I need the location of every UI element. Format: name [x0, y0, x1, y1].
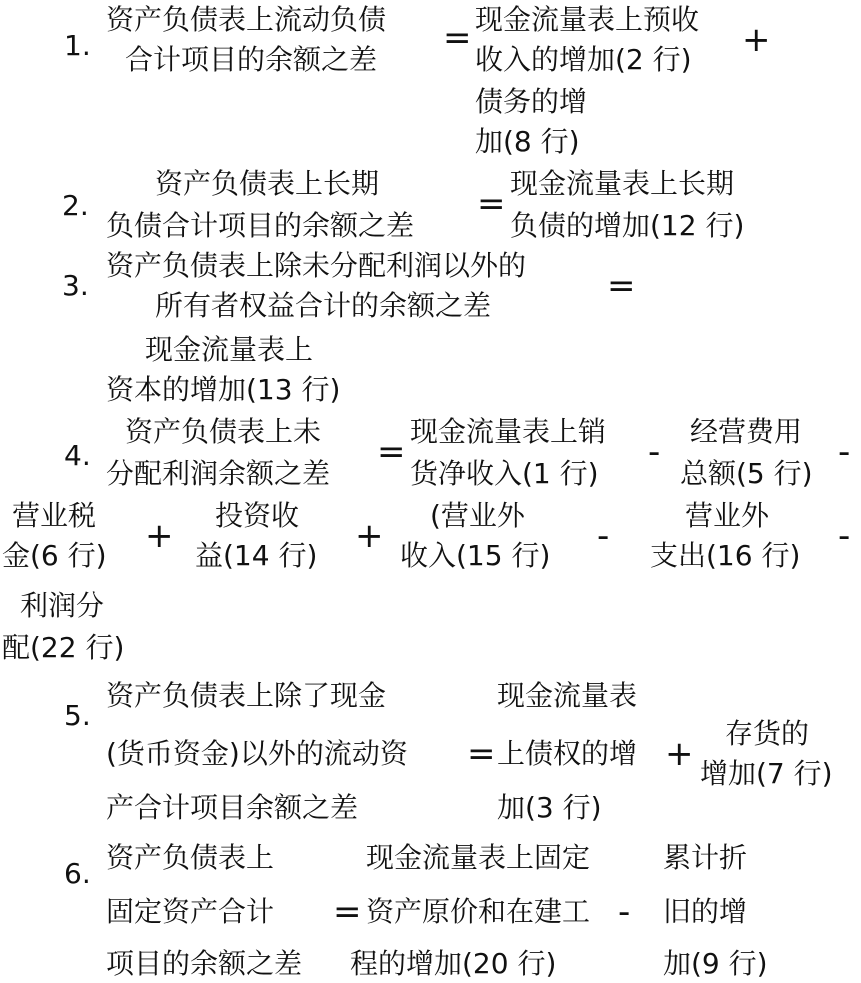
item-4-term-6-line-1: 营业外: [685, 499, 770, 532]
item-5-left-line-3: 产合计项目余额之差: [106, 791, 359, 824]
item-1-right-line-1: 现金流量表上预收: [475, 3, 700, 36]
item-4-term-7-line-1: 利润分: [20, 589, 105, 622]
item-1-left-line-1: 资产负债表上流动负债: [106, 3, 387, 36]
item-3-right-line-2: 资本的增加(13 行): [106, 373, 341, 406]
item-1-equals: =: [443, 18, 472, 58]
item-5-right-line-3: 加(3 行): [497, 791, 602, 824]
item-1-plus: +: [742, 20, 771, 60]
item-4-minus-4: -: [838, 516, 851, 556]
item-4-equals: =: [377, 432, 406, 472]
item-2-right-line-1: 现金流量表上长期: [510, 167, 735, 200]
item-4-term-2-line-2: 总额(5 行): [680, 457, 813, 490]
item-5-number: 5.: [64, 699, 91, 732]
item-1-right-line-3: 债务的增: [475, 85, 588, 118]
item-4-term-6-line-2: 支出(16 行): [650, 539, 801, 572]
item-4-number: 4.: [64, 439, 91, 472]
item-4-minus-1: -: [648, 432, 661, 472]
item-1-right-line-4: 加(8 行): [475, 125, 580, 158]
item-1-number: 1.: [64, 29, 91, 62]
item-4-term-4-line-1: 投资收: [215, 499, 300, 532]
item-3-left-line-2: 所有者权益合计的余额之差: [155, 289, 492, 322]
item-3-right-line-1: 现金流量表上: [145, 333, 314, 366]
item-4-left-line-1: 资产负债表上未: [125, 415, 322, 448]
item-4-right-line-1: 现金流量表上销: [410, 415, 607, 448]
item-1-right-line-2: 收入的增加(2 行): [475, 43, 692, 76]
item-4-left-line-2: 分配利润余额之差: [106, 457, 331, 490]
item-5-right-line-2: 上债权的增: [497, 737, 638, 770]
item-6-left-line-1: 资产负债表上: [106, 841, 275, 874]
item-6-equals: =: [333, 892, 362, 932]
item-2-right-line-2: 负债的增加(12 行): [510, 209, 745, 242]
item-2-equals: =: [477, 184, 506, 224]
item-6-right-line-3: 程的增加(20 行): [350, 947, 557, 980]
item-5-term-2-line-2: 增加(7 行): [700, 757, 833, 790]
item-6-left-line-2: 固定资产合计: [106, 895, 275, 928]
item-3-left-line-1: 资产负债表上除未分配利润以外的: [106, 249, 527, 282]
item-4-term-7-line-2: 配(22 行): [2, 631, 125, 664]
item-5-right-line-1: 现金流量表: [497, 679, 638, 712]
item-2-left-line-1: 资产负债表上长期: [155, 167, 380, 200]
item-4-minus-3: -: [597, 516, 610, 556]
item-4-term-4-line-2: 益(14 行): [195, 539, 318, 572]
item-4-term-2-line-1: 经营费用: [690, 415, 803, 448]
item-4-plus-1: +: [145, 516, 174, 556]
item-1-left-line-2: 合计项目的余额之差: [125, 43, 378, 76]
item-5-plus: +: [665, 734, 694, 774]
item-6-right-line-2: 资产原价和在建工: [366, 895, 591, 928]
item-5-term-2-line-1: 存货的: [725, 717, 810, 750]
item-6-minus: -: [618, 892, 631, 932]
item-4-right-line-2: 货净收入(1 行): [410, 457, 599, 490]
item-4-term-5-line-1: (营业外: [430, 499, 525, 532]
item-2-number: 2.: [62, 189, 89, 222]
item-4-term-5-line-2: 收入(15 行): [400, 539, 551, 572]
item-3-equals: =: [607, 266, 636, 306]
item-3-number: 3.: [62, 269, 89, 302]
item-2-left-line-2: 负债合计项目的余额之差: [106, 209, 415, 242]
item-6-number: 6.: [64, 857, 91, 890]
item-5-left-line-2: (货币资金)以外的流动资: [106, 737, 408, 770]
item-4-term-3-line-1: 营业税: [12, 499, 97, 532]
item-5-left-line-1: 资产负债表上除了现金: [106, 679, 387, 712]
item-5-equals: =: [467, 734, 496, 774]
item-6-term-2-line-1: 累计折: [663, 841, 748, 874]
item-6-term-2-line-3: 加(9 行): [663, 947, 768, 980]
item-4-plus-2: +: [355, 516, 384, 556]
item-4-minus-2: -: [838, 432, 851, 472]
item-6-term-2-line-2: 旧的增: [663, 895, 748, 928]
item-6-left-line-3: 项目的余额之差: [106, 947, 303, 980]
item-4-term-3-line-2: 金(6 行): [2, 539, 107, 572]
item-6-right-line-1: 现金流量表上固定: [366, 841, 591, 874]
